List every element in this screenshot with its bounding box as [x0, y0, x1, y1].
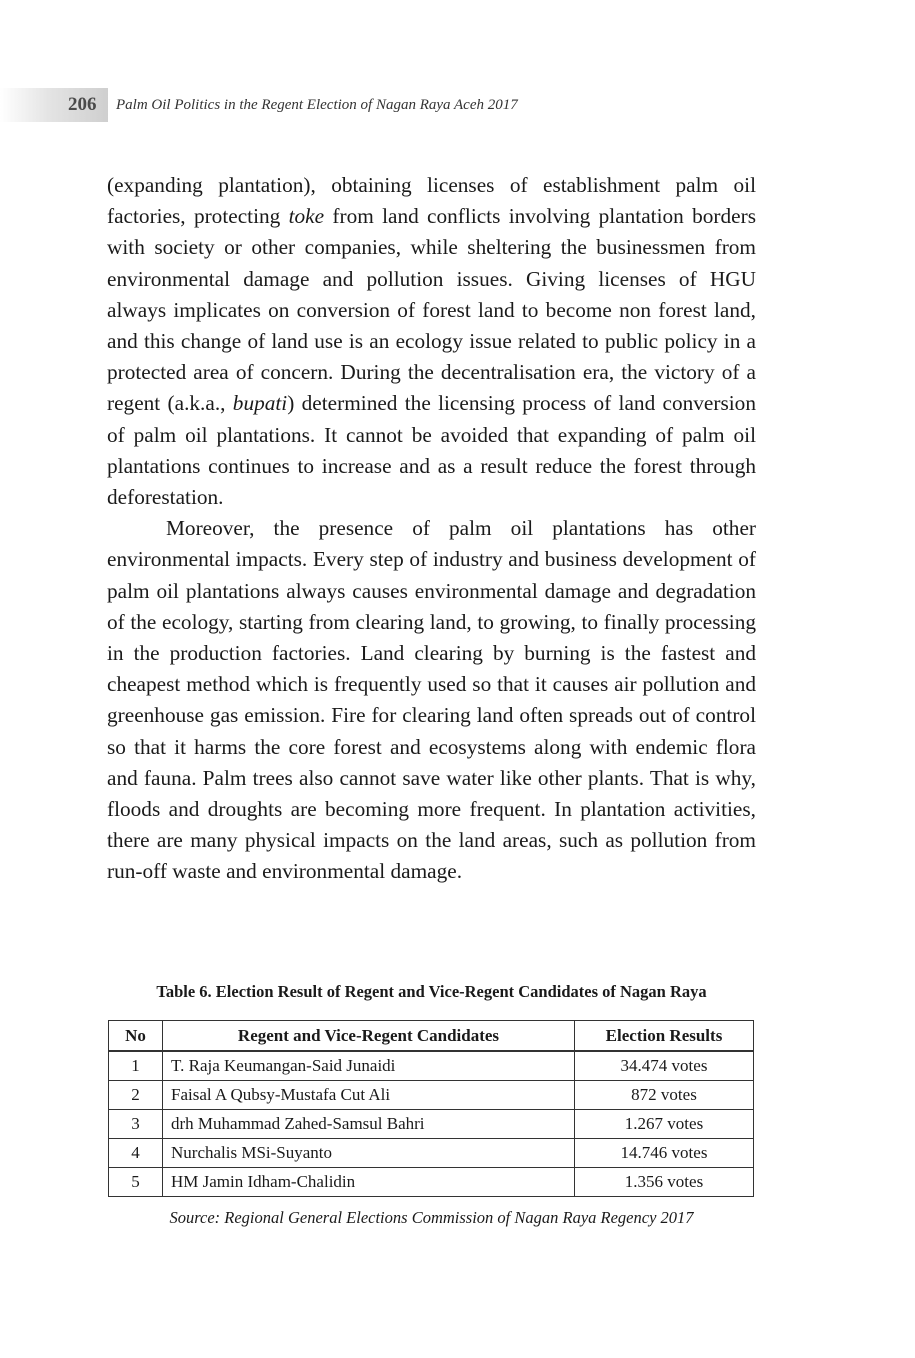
term-toke: toke	[288, 204, 325, 229]
table-row	[109, 1139, 754, 1168]
cell-no: 5	[109, 1168, 163, 1197]
paragraph-1-part-b: from land conflicts involving plantation borders with society or other companies, while sheltering the businessmen from environmental damage and pollution issues. Giving licenses of HGU always implicates on conversion of forest land to become non forest land, and this change of land use is an ecology issue related to public policy in a protected area of concern. During the decentralisation era, the victory of a regent (a.k.a.,	[107, 204, 756, 416]
paragraph-1	[107, 170, 756, 513]
header-results: Election Results	[575, 1021, 754, 1052]
table-row	[109, 1051, 754, 1081]
cell-result: 34.474 votes	[575, 1051, 754, 1081]
cell-result: 1.267 votes	[575, 1110, 754, 1139]
cell-no: 1	[109, 1051, 163, 1081]
page-number: 206	[68, 94, 97, 115]
header-no: No	[109, 1021, 163, 1052]
cell-no: 3	[109, 1110, 163, 1139]
cell-candidates: drh Muhammad Zahed-Samsul Bahri	[163, 1110, 575, 1139]
header-candidates: Regent and Vice-Regent Candidates	[163, 1021, 575, 1052]
cell-result: 14.746 votes	[575, 1139, 754, 1168]
term-bupati: bupati	[232, 391, 288, 416]
cell-no: 4	[109, 1139, 163, 1168]
table-caption: Table 6. Election Result of Regent and Vice-Regent Candidates of Nagan Raya	[156, 982, 707, 1001]
paragraph-2: Moreover, the presence of palm oil plantations has other environmental impacts. Every step of industry and business development of palm oil plantations always causes environmental damage and degradation of the ecology, starting from clearing land, to growing, to finally processing in the production factories. Land clearing by burning is the fastest and cheapest method which is frequently used so that it causes air pollution and greenhouse gas emission. Fire for clearing land often spreads out of control so that it harms the core forest and ecosystems along with endemic flora and fauna. Palm trees also cannot save water like other plants. That is why, floods and droughts are becoming more frequent. In plantation activities, there are many physical impacts on the land areas, such as pollution from run-off waste and environmental damage.	[107, 516, 756, 884]
election-results-table	[108, 1020, 754, 1197]
table-source: Source: Regional General Elections Commission of Nagan Raya Regency 2017	[169, 1208, 694, 1227]
table-row	[109, 1110, 754, 1139]
cell-candidates: Nurchalis MSi-Suyanto	[163, 1139, 575, 1168]
running-title: Palm Oil Politics in the Regent Election of Nagan Raya Aceh 2017	[116, 97, 518, 113]
cell-candidates: Faisal A Qubsy-Mustafa Cut Ali	[163, 1081, 575, 1110]
paragraph-1-part-a: (expanding plantation), obtaining licenses of establishment palm oil factories, protecting	[107, 173, 756, 229]
paragraph-1-part-c: ) determined the licensing process of land conversion of palm oil plantations. It cannot be avoided that expanding of palm oil plantations continues to increase and as a result reduce the forest through deforestation.	[107, 391, 756, 510]
body-text	[107, 170, 756, 888]
table-row	[109, 1168, 754, 1197]
cell-result: 1.356 votes	[575, 1168, 754, 1197]
table-header-row	[109, 1021, 754, 1052]
cell-result: 872 votes	[575, 1081, 754, 1110]
table-row	[109, 1081, 754, 1110]
cell-no: 2	[109, 1081, 163, 1110]
cell-candidates: HM Jamin Idham-Chalidin	[163, 1168, 575, 1197]
cell-candidates: T. Raja Keumangan-Said Junaidi	[163, 1051, 575, 1081]
